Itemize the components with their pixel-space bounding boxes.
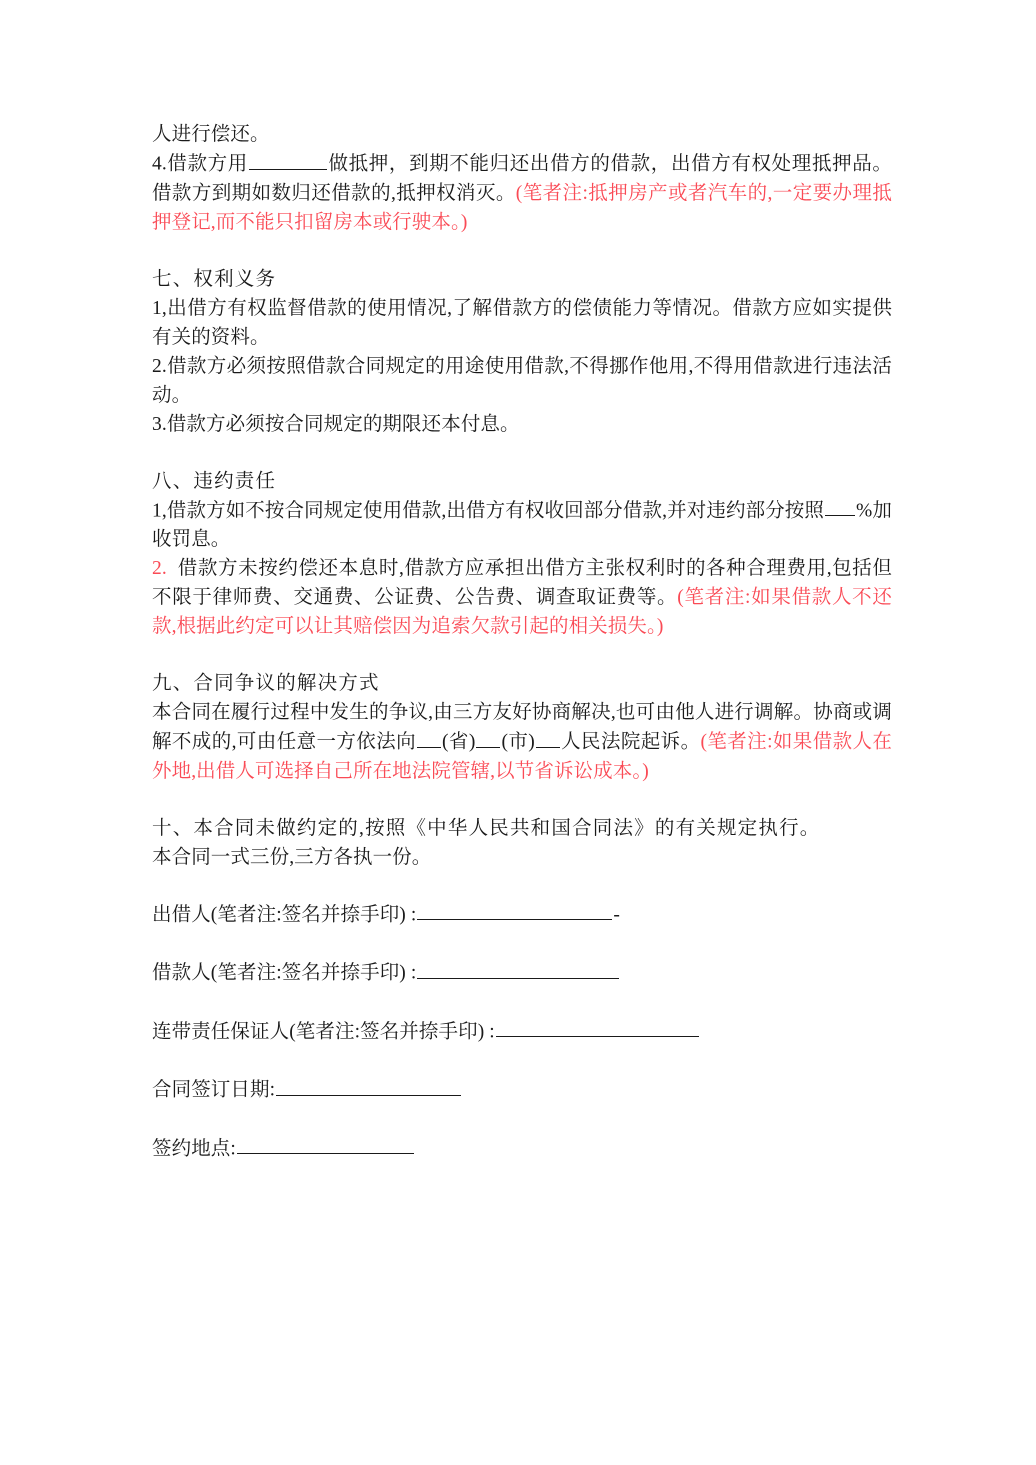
section-ten-copies: 本合同一式三份,三方各执一份。: [152, 846, 432, 868]
document-body: [152, 120, 896, 1163]
section-spacer: [152, 439, 896, 467]
contract-date-label: 合同签订日期:: [152, 1079, 276, 1101]
signing-place-label: 签约地点:: [152, 1138, 236, 1159]
section-nine-heading: 九、合同争议的解决方式: [152, 673, 380, 694]
signature-spacer: [152, 929, 896, 958]
section-seven-item-1: 1,出借方有权监督借款的使用情况,了解借款方的偿债能力等情况。借款方应如实提供有关的资料。: [152, 297, 892, 348]
section-spacer: [152, 872, 896, 900]
signature-line-place: [152, 1134, 896, 1164]
signature-spacer: [152, 1105, 896, 1134]
section-nine-body: [152, 698, 892, 786]
section-eight-item-1-prefix: 1,借款方如不按合同规定使用借款,出借方有权收回部分借款,并对违约部分按照: [152, 500, 825, 521]
section-spacer: [152, 786, 896, 814]
section-seven-item-2: 2.借款方必须按照借款合同规定的用途使用借款,不得挪作他用,不得用借款进行违法活动。: [152, 355, 892, 406]
carryover-item-4-note: (笔者注:抵押房产或者汽车的,一定要办理抵押登记,而不能只扣留房本或行驶本。): [152, 182, 892, 233]
guarantor-label: 连带责任保证人(笔者注:签名并捺手印) :: [152, 1021, 495, 1042]
section-ten: [152, 814, 896, 872]
lender-trailing-dash: -: [613, 904, 620, 925]
section-eight-item-2-note: (笔者注:如果借款人不还款,根据此约定可以让其赔偿因为追索欠款引起的相关损失。): [152, 587, 892, 637]
section-seven-heading: 七、权利义务: [152, 268, 277, 290]
section-carryover: [152, 120, 896, 237]
penalty-rate-blank[interactable]: [825, 496, 855, 517]
carryover-item-4: [152, 149, 892, 237]
section-eight-item-2: [152, 554, 892, 641]
section-spacer: [152, 641, 896, 669]
section-nine-body-part-2: 人民法院起诉。: [560, 731, 701, 753]
signature-block: [152, 900, 896, 1164]
section-eight-heading: 八、违约责任: [152, 470, 277, 492]
section-eight-item-1: [152, 496, 892, 555]
city-blank[interactable]: [476, 727, 500, 748]
section-eight-item-2-marker: 2.: [152, 558, 167, 579]
carryover-item-4-prefix: 4.借款方用: [152, 153, 248, 175]
carryover-item-4-body: 做抵押，到期不能归还出借方的借款，出借方有权处理抵押品。借款方到期如数归还借款的,抵押权消灭。: [152, 153, 892, 204]
section-nine-province-label: (省): [442, 731, 476, 753]
section-eight-item-1-suffix: %加收罚息。: [152, 500, 892, 550]
guarantor-signature-blank[interactable]: [496, 1017, 699, 1038]
signature-line-borrower: [152, 958, 896, 988]
section-spacer: [152, 237, 896, 265]
collateral-blank[interactable]: [249, 149, 327, 170]
borrower-label: 借款人(笔者注:签名并捺手印) :: [152, 962, 417, 984]
signature-line-lender: [152, 900, 896, 930]
section-ten-heading: 十、本合同未做约定的,按照《中华人民共和国合同法》的有关规定执行。: [152, 817, 821, 839]
section-nine-body-part-1: 本合同在履行过程中发生的争议,由三方友好协商解决,也可由他人进行调解。协商或调解不成的,可由任意一方依法向: [152, 702, 892, 753]
contract-date-blank[interactable]: [276, 1075, 461, 1096]
signing-place-blank[interactable]: [237, 1134, 414, 1155]
carryover-line: 人进行偿还。: [152, 124, 270, 145]
signature-spacer: [152, 1046, 896, 1075]
section-seven-item-3: 3.借款方必须按合同规定的期限还本付息。: [152, 413, 520, 435]
section-nine-note: (笔者注:如果借款人在外地,出借人可选择自己所在地法院管辖,以节省诉讼成本。): [152, 731, 893, 782]
section-eight-item-2-body: 借款方未按约偿还本息时,借款方应承担出借方主张权利时的各种合理费用,包括但不限于律师费、交通费、公证费、公告费、调查取证费等。: [152, 558, 892, 608]
lender-label: 出借人(笔者注:签名并捺手印) :: [152, 904, 417, 925]
borrower-signature-blank[interactable]: [417, 958, 619, 979]
section-eight: [152, 467, 896, 642]
province-blank[interactable]: [417, 727, 441, 748]
section-seven: [152, 265, 896, 439]
section-nine-city-label: (市): [501, 731, 535, 753]
signature-line-guarantor: [152, 1017, 896, 1047]
section-nine: [152, 669, 896, 786]
signature-line-date: [152, 1075, 896, 1105]
court-blank[interactable]: [536, 727, 560, 748]
signature-spacer: [152, 988, 896, 1017]
lender-signature-blank[interactable]: [417, 900, 612, 921]
